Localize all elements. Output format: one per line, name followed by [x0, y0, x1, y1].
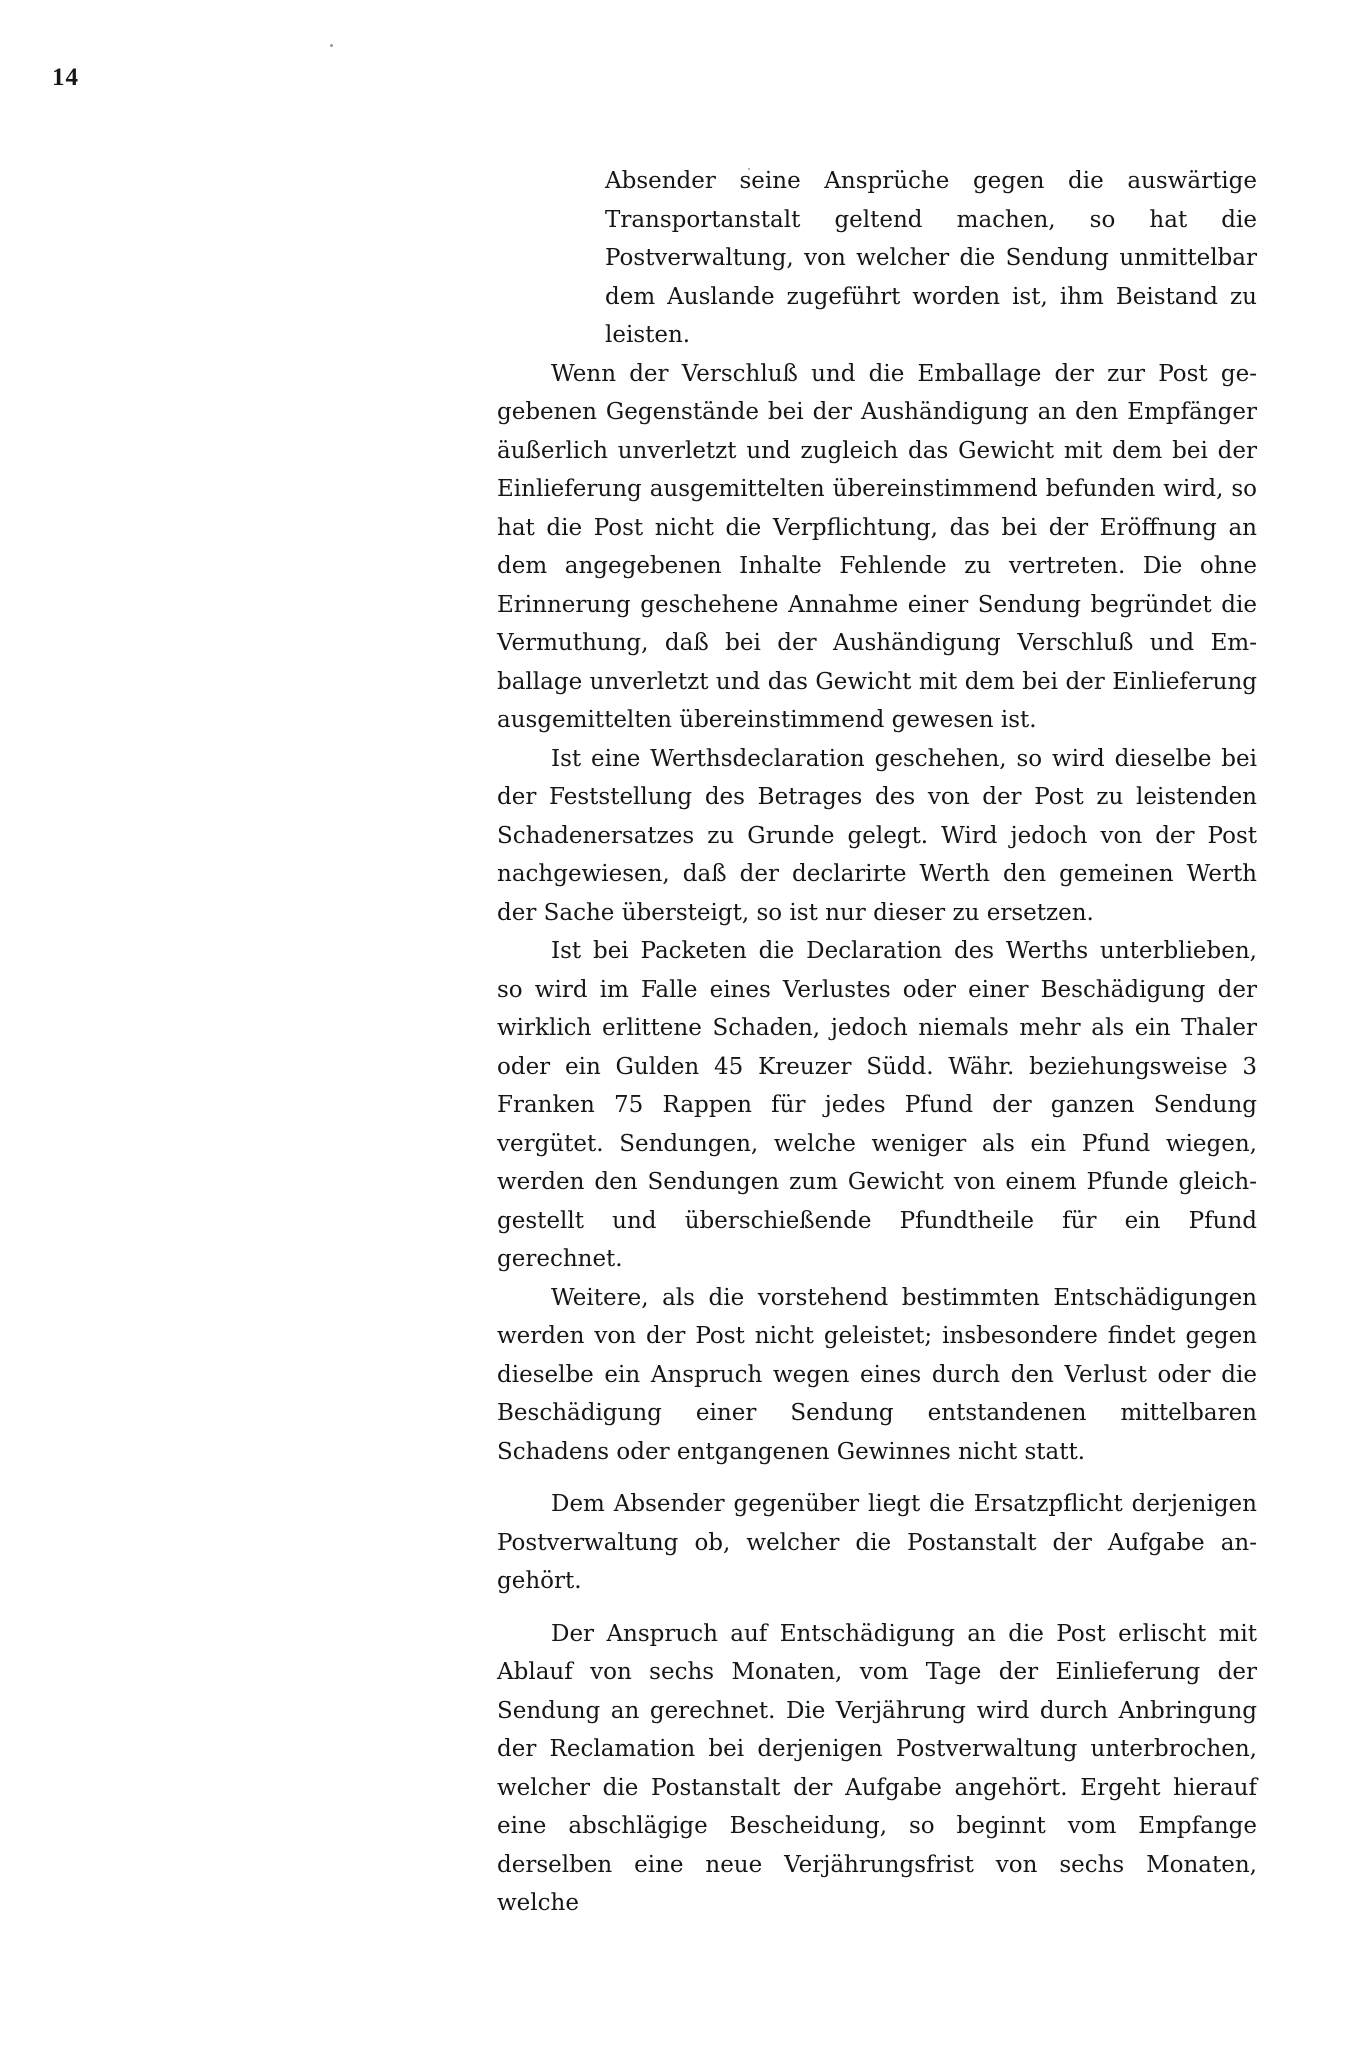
- paragraph: Der Anspruch auf Entschädigung an die Post erlischt mit Ablauf von sechs Monaten, vom Tage der Einlieferung der Sendung an gerechnet. Die Verjährung wird durch Anbringung der Reclamation bei derjenigen Postverwaltung unterbrochen, welcher die Postanstalt der Aufgabe angehört. Ergeht hierauf eine abschlägige Bescheidung, so beginnt vom Empfange derselben eine neue Verjährungsfrist von sechs Monaten, welche: [497, 1620, 1257, 1916]
- page-number: 14: [52, 64, 79, 91]
- paragraph: Ist bei Packeten die Declaration des Werths unterblieben, so wird im Falle eines Verlustes oder einer Beschädigung der wirklich erlittene Schaden, jedoch niemals mehr als ein Thaler oder ein Gulden 45 Kreuzer Südd. Währ. beziehungsweise 3 Franken 75 Rappen für jedes Pfund der ganzen Sendung vergütet. Sendungen, welche weniger als ein Pfund wiegen, werden den Sendungen zum Gewicht von einem Pfunde gleichgestellt und überschießende Pfundtheile für ein Pfund gerechnet.: [497, 938, 1257, 1272]
- scan-speck: [330, 44, 333, 47]
- paragraph: Ist eine Werthsdeclaration geschehen, so wird dieselbe bei der Feststellung des Betrages des von der Post zu leistenden Schadenersatzes zu Grunde gelegt. Wird jedoch von der Post nachgewiesen, daß der declarirte Werth den gemeinen Werth der Sache übersteigt, so ist nur dieser zu ersetzen.: [497, 745, 1257, 926]
- page-body: [497, 162, 1257, 1923]
- paragraph: Dem Absender gegenüber liegt die Ersatzpflicht derjenigen Postverwaltung ob, welcher die Postanstalt der Aufgabe angehört.: [497, 1491, 1257, 1594]
- paragraph: Wenn der Verschluß und die Emballage der zur Post gegebenen Gegenstände bei der Aushändigung an den Empfänger äußerlich unverletzt und zugleich das Gewicht mit dem bei der Einlieferung ausgemittelten übereinstimmend befunden wird, so hat die Post nicht die Verpflichtung, das bei der Eröffnung an dem angegebenen Inhalte Fehlende zu vertreten. Die ohne Erinnerung geschehene Annahme einer Sendung begründet die Vermuthung, daß bei der Aushändigung Verschluß und Emballage unverletzt und das Gewicht mit dem bei der Einlieferung ausgemittelten übereinstimmend gewesen ist.: [497, 360, 1257, 733]
- paragraph: Weitere, als die vorstehend bestimmten Entschädigungen werden von der Post nicht geleistet; insbesondere findet gegen dieselbe ein Anspruch wegen eines durch den Verlust oder die Beschädigung einer Sendung entstandenen mittelbaren Schadens oder entgangenen Gewinnes nicht statt.: [497, 1284, 1257, 1465]
- paragraph: Absender seine Ansprüche gegen die auswärtige Transportanstalt geltend machen, so hat die Postverwaltung, von welcher die Sendung unmittelbar dem Auslande zugeführt worden ist, ihm Beistand zu leisten.: [605, 168, 1257, 348]
